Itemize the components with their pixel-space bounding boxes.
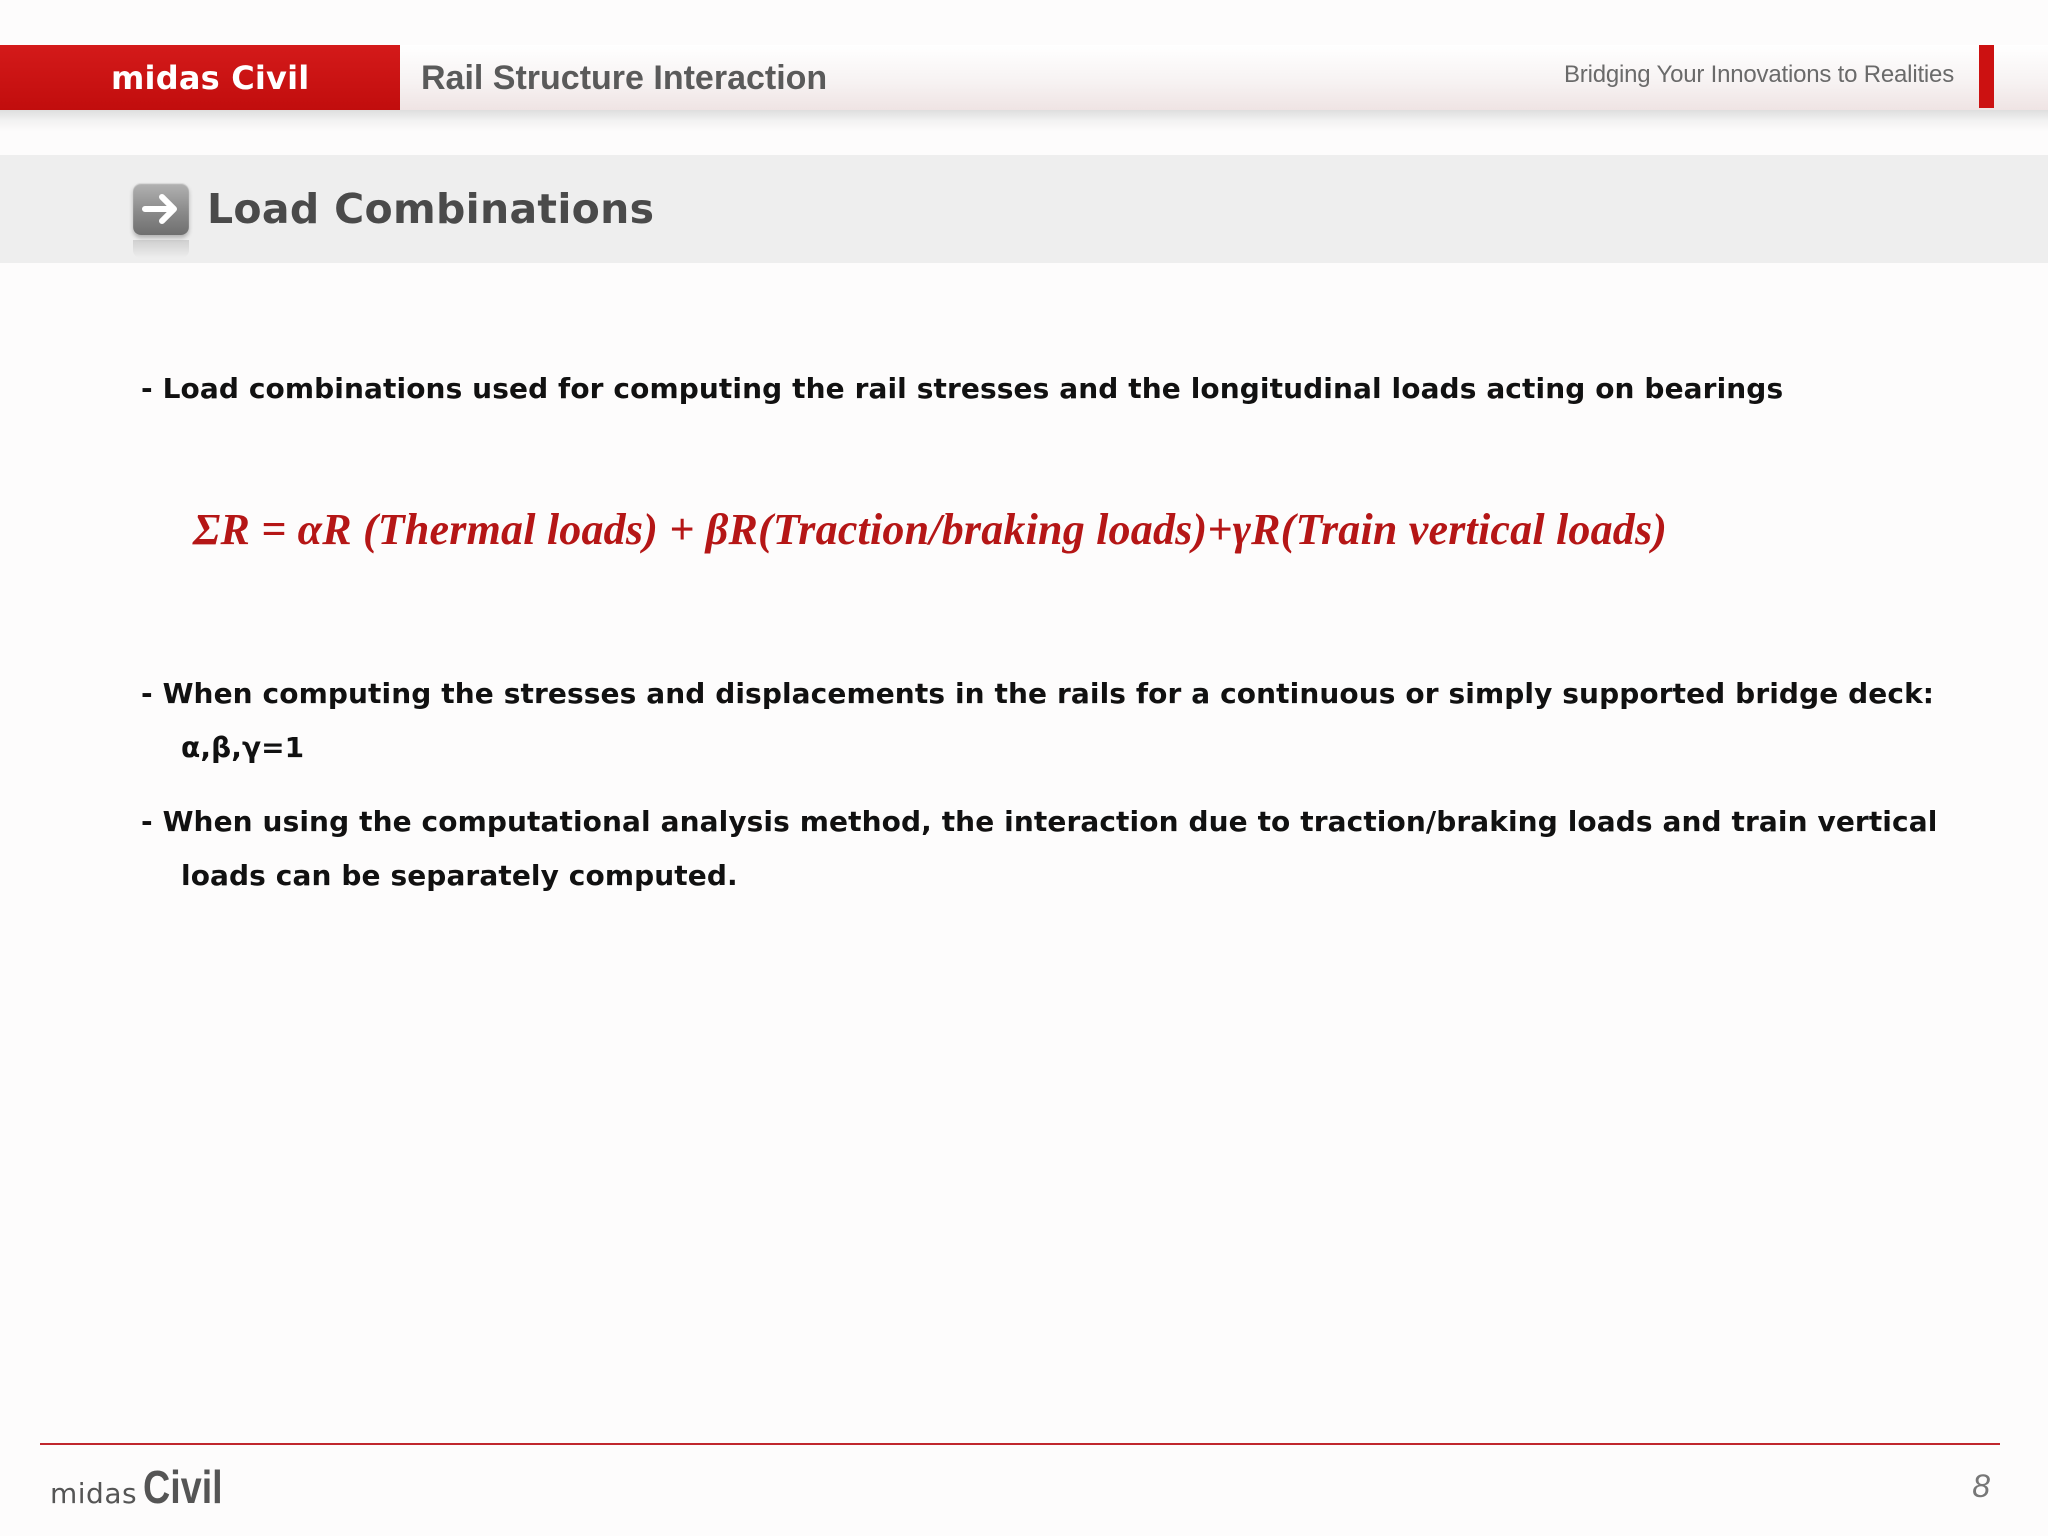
bullet-text: - When computing the stresses and displacements in the rails for a continuous or simply supported bridge deck: (141, 677, 1935, 710)
bullet-computational-method (141, 795, 1938, 903)
product-title: Rail Structure Interaction (421, 59, 828, 97)
page-number: 8 (1972, 1468, 1990, 1504)
header-shadow (0, 110, 2048, 132)
footer-divider (40, 1443, 2000, 1445)
footer-logo (50, 1460, 240, 1514)
brand-logo-text: midas Civil (111, 58, 310, 97)
brand-box (0, 45, 400, 110)
bullet-text-continuation: loads can be separately computed. (181, 859, 738, 892)
arrow-right-icon (133, 183, 189, 235)
footer-logo-civil: Civil (143, 1461, 223, 1513)
arrow-icon-reflection (133, 240, 189, 258)
tagline: Bridging Your Innovations to Realities (1564, 61, 1954, 88)
bullet-text: - When using the computational analysis method, the interaction due to traction/braking loads and train vertical (141, 805, 1938, 838)
header-accent-bar (1979, 45, 1994, 108)
load-combination-formula: ΣR = αR (Thermal loads) + βR(Traction/braking loads)+γR(Train vertical loads) (193, 505, 1668, 554)
section-title: Load Combinations (207, 185, 655, 233)
bullet-text-continuation: α,β,γ=1 (181, 731, 305, 764)
footer-logo-midas: midas (50, 1477, 138, 1510)
bullet-text: - Load combinations used for computing the rail stresses and the longitudinal loads acting on bearings (141, 372, 1784, 405)
bullet-computing-stresses (141, 667, 1935, 775)
bullet-load-combinations (141, 362, 1901, 416)
